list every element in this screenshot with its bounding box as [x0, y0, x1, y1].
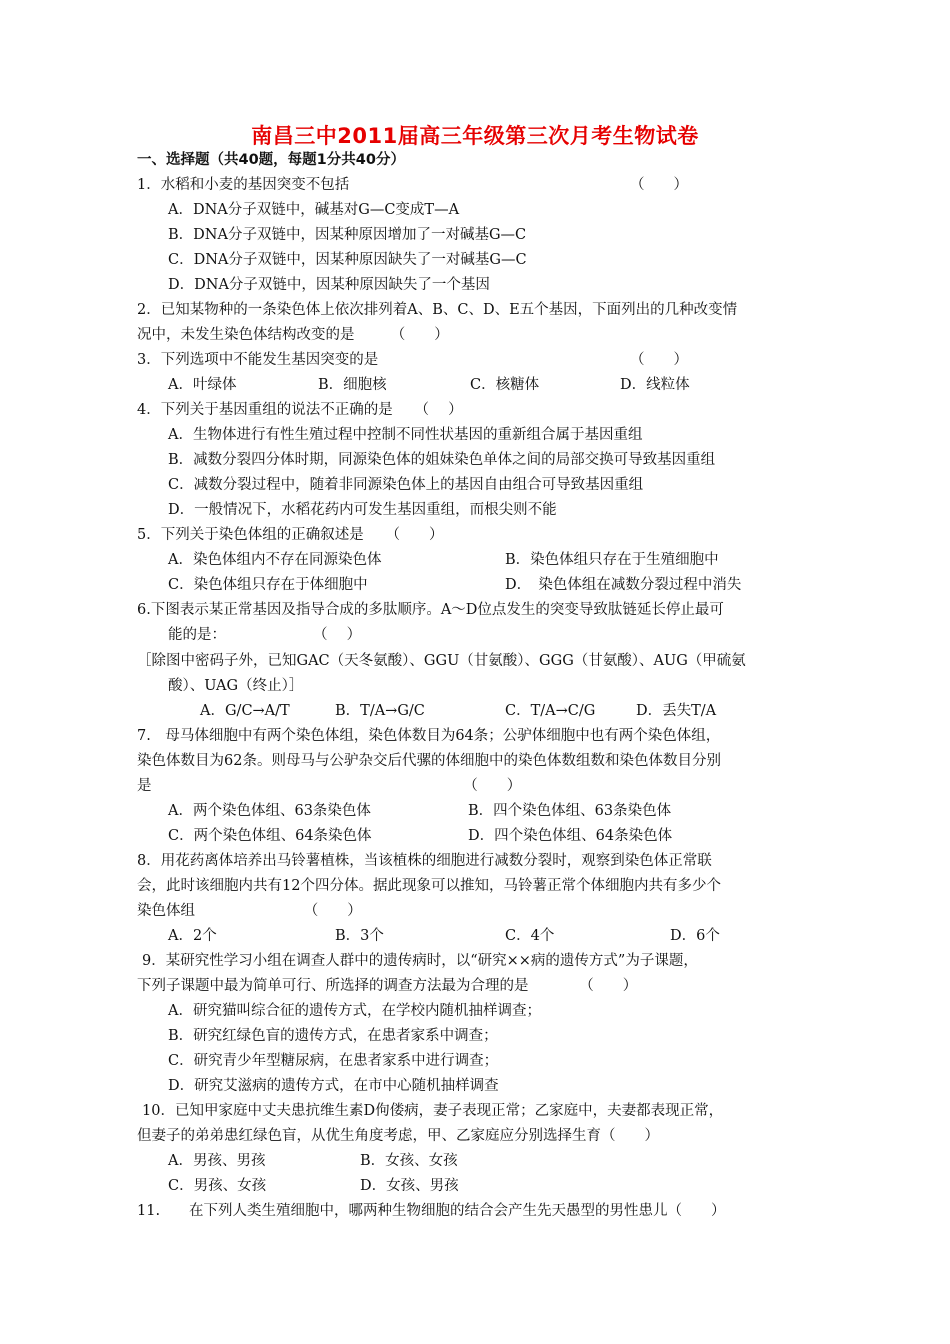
q3-option-a: A．叶绿体: [168, 377, 237, 393]
q3-stem: 3．下列选项中不能发生基因突变的是: [137, 352, 379, 368]
q7-line-2: 染色体数目为62条。则母马与公驴杂交后代骡的体细胞中的染色体数组数和染色体数目分别: [137, 753, 721, 769]
q6-option-c: C．T/A→C/G: [505, 703, 596, 719]
q3-answer-bracket: （ ）: [630, 352, 688, 368]
q6-option-b: B．T/A→G/C: [335, 703, 425, 719]
q4-option-a: A．生物体进行有性生殖过程中控制不同性状基因的重新组合属于基因重组: [168, 427, 643, 443]
q8-line-2: 会，此时该细胞内共有12个四分体。据此现象可以推知，马铃薯正常个体细胞内共有多少个: [137, 878, 721, 894]
q8-line-1: 8．用花药离体培养出马铃薯植株，当该植株的细胞进行减数分裂时，观察到染色体正常联: [137, 853, 712, 869]
q1-stem: 1．水稻和小麦的基因突变不包括: [137, 177, 350, 193]
q7-option-c: C．两个染色体组、64条染色体: [168, 828, 372, 844]
exam-title: 南昌三中2011届高三年级第三次月考生物试卷: [251, 124, 699, 148]
q9-option-b: B．研究红绿色盲的遗传方式，在患者家系中调查；: [168, 1028, 498, 1044]
q11-line-1: 11. 在下列人类生殖细胞中，哪两种生物细胞的结合会产生先天愚型的男性患儿（ ）: [137, 1203, 726, 1219]
q10-line-1: 10．已知甲家庭中丈夫患抗维生素D佝偻病，妻子表现正常；乙家庭中，夫妻都表现正常，: [142, 1103, 724, 1119]
q10-option-c: C．男孩、女孩: [168, 1178, 267, 1194]
q7-option-a: A．两个染色体组、63条染色体: [168, 803, 371, 819]
q6-line-2: 能的是： （ ）: [168, 627, 362, 643]
q5-option-b: B．染色体组只存在于生殖细胞中: [505, 552, 719, 568]
q10-option-a: A．男孩、男孩: [168, 1153, 266, 1169]
q1-option-a: A．DNA分子双链中，碱基对G—C变成T—A: [168, 202, 460, 218]
q6-line-1: 6.下图表示某正常基因及指导合成的多肽顺序。A～D位点发生的突变导致肽链延长停止最可: [137, 602, 724, 618]
q9-option-d: D．研究艾滋病的遗传方式，在市中心随机抽样调查: [168, 1078, 499, 1094]
q4-option-b: B．减数分裂四分体时期，同源染色体的姐妹染色单体之间的局部交换可导致基因重组: [168, 452, 716, 468]
q9-line-2: 下列子课题中最为简单可行、所选择的调查方法最为合理的是 （ ）: [137, 978, 638, 994]
q1-option-c: C．DNA分子双链中，因某种原因缺失了一对碱基G—C: [168, 252, 527, 268]
q6-line-4: 酸）、UAG（终止）］: [168, 678, 304, 694]
q2-line-1: 2．已知某物种的一条染色体上依次排列着A、B、C、D、E五个基因，下面列出的几种改变情: [137, 302, 738, 318]
q9-option-a: A．研究猫叫综合征的遗传方式，在学校内随机抽样调查；: [168, 1003, 541, 1019]
q9-line-1: 9．某研究性学习小组在调查人群中的遗传病时，以“研究××病的遗传方式”为子课题，: [142, 953, 698, 969]
q8-option-d: D．6个: [670, 928, 720, 944]
q6-option-a: A．G/C→A/T: [200, 703, 290, 719]
q8-line-3: 染色体组 （ ）: [137, 903, 362, 919]
q4-option-c: C．减数分裂过程中，随着非同源染色体上的基因自由组合可导致基因重组: [168, 477, 644, 493]
q3-option-c: C．核糖体: [470, 377, 540, 393]
q10-option-d: D．女孩、男孩: [360, 1178, 459, 1194]
q6-line-3: ［除图中密码子外，已知GAC（天冬氨酸）、GGU（甘氨酸）、GGG（甘氨酸）、AUG（甲硫氨: [137, 653, 746, 669]
q10-option-b: B．女孩、女孩: [360, 1153, 458, 1169]
q7-line-3: 是 （ ）: [137, 778, 522, 794]
q5-option-d: D． 染色体组在减数分裂过程中消失: [505, 577, 742, 593]
q2-line-2: 况中，未发生染色体结构改变的是 （ ）: [137, 327, 449, 343]
section-heading: 一、选择题（共40题，每题1分共40分）: [137, 152, 405, 168]
q6-option-d: D．丢失T/A: [636, 703, 717, 719]
q8-option-c: C．4个: [505, 928, 555, 944]
q7-line-1: 7. 母马体细胞中有两个染色体组，染色体数目为64条；公驴体细胞中也有两个染色体组，: [137, 728, 721, 744]
q1-answer-bracket: （ ）: [630, 177, 688, 193]
q7-option-d: D．四个染色体组、64条染色体: [468, 828, 673, 844]
q5-stem: 5．下列关于染色体组的正确叙述是 （ ）: [137, 527, 444, 543]
q5-option-a: A．染色体组内不存在同源染色体: [168, 552, 382, 568]
q1-option-b: B．DNA分子双链中，因某种原因增加了一对碱基G—C: [168, 227, 527, 243]
q9-option-c: C．研究青少年型糖尿病，在患者家系中进行调查；: [168, 1053, 499, 1069]
q8-option-b: B．3个: [335, 928, 384, 944]
q8-option-a: A．2个: [168, 928, 217, 944]
q4-stem: 4．下列关于基因重组的说法不正确的是 （ ）: [137, 402, 463, 418]
q1-option-d: D．DNA分子双链中，因某种原因缺失了一个基因: [168, 277, 490, 293]
q7-option-b: B．四个染色体组、63条染色体: [468, 803, 672, 819]
q3-option-b: B．细胞核: [318, 377, 387, 393]
q5-option-c: C．染色体组只存在于体细胞中: [168, 577, 368, 593]
q4-option-d: D．一般情况下，水稻花药内可发生基因重组，而根尖则不能: [168, 502, 557, 518]
q10-line-2: 但妻子的弟弟患红绿色盲，从优生角度考虑，甲、乙家庭应分别选择生育（ ）: [137, 1128, 659, 1144]
q3-option-d: D．线粒体: [620, 377, 690, 393]
